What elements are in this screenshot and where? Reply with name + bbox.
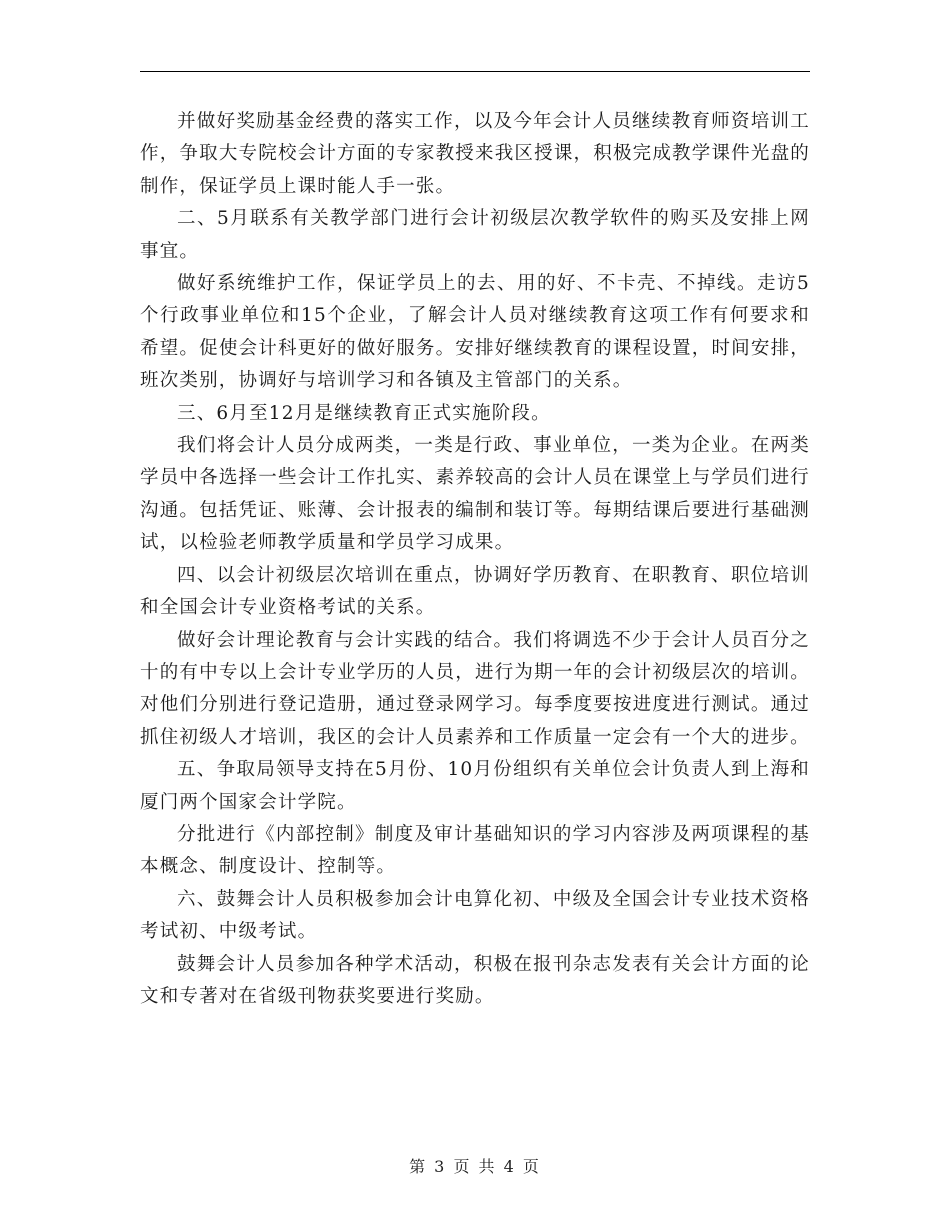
paragraph: 做好会计理论教育与会计实践的结合。我们将调选不少于会计人员百分之十的有中专以上会计专业学历的人员，进行为期一年的会计初级层次的培训。对他们分别进行登记造册，通过登录网学习。每季度要按进度进行测试。通过抓住初级人才培训，我区的会计人员素养和工作质量一定会有一个大的进步。 [140, 629, 810, 748]
paragraph: 鼓舞会计人员参加各种学术活动，积极在报刊杂志发表有关会计方面的论文和专著对在省级刊物获奖要进行奖励。 [140, 953, 810, 1007]
section-heading: 三、6月至12月是继续教育正式实施阶段。 [177, 402, 551, 424]
paragraph: 并做好奖励基金经费的落实工作，以及今年会计人员继续教育师资培训工作，争取大专院校会计方面的专家教授来我区授课，积极完成教学课件光盘的制作，保证学员上课时能人手一张。 [140, 111, 810, 197]
document-body [140, 106, 810, 1013]
page-number: 第 3 页 共 4 页 [409, 1157, 541, 1176]
section-heading: 四、以会计初级层次培训在重点，协调好学历教育、在职教育、职位培训和全国会计专业资格考试的关系。 [140, 564, 810, 619]
paragraph: 分批进行《内部控制》制度及审计基础知识的学习内容涉及两项课程的基本概念、制度设计、控制等。 [140, 823, 810, 878]
paragraph: 我们将会计人员分成两类，一类是行政、事业单位，一类为企业。在两类学员中各选择一些会计工作扎实、素养较高的会计人员在课堂上与学员们进行沟通。包括凭证、账薄、会计报表的编制和装订等。每期结课后要进行基础测试，以检验老师教学质量和学员学习成果。 [140, 435, 810, 554]
section-heading: 五、争取局领导支持在5月份、10月份组织有关单位会计负责人到上海和厦门两个国家会计学院。 [140, 759, 810, 813]
paragraph: 做好系统维护工作，保证学员上的去、用的好、不卡壳、不掉线。走访5个行政事业单位和15个企业，了解会计人员对继续教育这项工作有何要求和希望。促使会计科更好的做好服务。安排好继续教育的课程设置，时间安排，班次类别，协调好与培训学习和各镇及主管部门的关系。 [140, 273, 810, 392]
header-rule [140, 71, 810, 72]
section-heading: 二、5月联系有关教学部门进行会计初级层次教学软件的购买及安排上网事宜。 [140, 208, 810, 262]
section-heading: 六、鼓舞会计人员积极参加会计电算化初、中级及全国会计专业技术资格考试初、中级考试。 [140, 888, 810, 943]
